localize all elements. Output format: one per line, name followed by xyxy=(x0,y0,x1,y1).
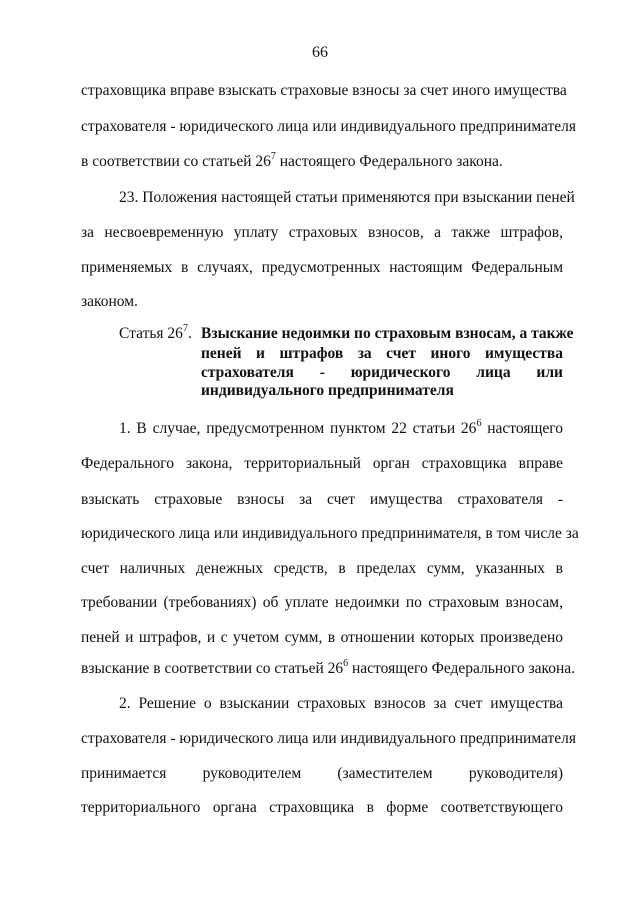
text-fragment: . xyxy=(187,325,192,342)
text-line xyxy=(81,151,563,173)
text-line: страхователя - юридического лица или индивидуального предпринимателя xyxy=(81,118,577,135)
text-line: законом. xyxy=(81,293,138,310)
text-fragment: 1. В случае, предусмотренном пунктом 22 статьи 26 xyxy=(119,420,477,437)
superscript: 6 xyxy=(343,657,349,669)
article-title-line: пеней и штрафов за счет иного имущества xyxy=(201,345,563,362)
text-fragment: настоящего Федерального закона. xyxy=(275,153,503,170)
text-line: применяемых в случаях, предусмотренных настоящим Федеральным xyxy=(81,259,563,276)
page-number: 66 xyxy=(312,44,328,61)
text-line: 2. Решение о взыскании страховых взносов за счет имущества xyxy=(119,695,563,712)
article-title-line: Взыскание недоимки по страховым взносам, а также xyxy=(201,325,574,342)
article-label xyxy=(119,323,192,345)
text-line: требовании (требованиях) об уплате недоимки по страховым взносам, xyxy=(81,594,563,611)
superscript: 7 xyxy=(182,322,188,334)
text-line: страхователя - юридического лица или индивидуального предпринимателя xyxy=(81,730,577,747)
text-line: принимается руководителем (заместителем руководителя) xyxy=(81,765,563,782)
text-line: за несвоевременную уплату страховых взносов, а также штрафов, xyxy=(81,224,563,241)
text-line: территориального органа страховщика в форме соответствующего xyxy=(81,799,563,816)
text-line xyxy=(119,418,563,440)
text-fragment: в соответствии со статьей 26 xyxy=(81,153,271,170)
text-fragment: Статья 26 xyxy=(119,325,183,342)
article-title-line: индивидуального предпринимателя xyxy=(201,382,454,399)
superscript: 6 xyxy=(476,417,482,429)
text-fragment: настоящего xyxy=(481,420,563,437)
superscript: 7 xyxy=(270,150,276,162)
text-line: счет наличных денежных средств, в пределах сумм, указанных в xyxy=(81,560,563,577)
text-line: страховщика вправе взыскать страховые взносы за счет иного имущества xyxy=(81,82,567,99)
text-line: Федерального закона, территориальный орган страховщика вправе xyxy=(81,455,563,472)
text-fragment: взыскание в соответствии со статьей 26 xyxy=(81,660,344,677)
text-line xyxy=(81,657,576,680)
text-line: юридического лица или индивидуального предпринимателя, в том числе за xyxy=(81,525,579,542)
text-line: 23. Положения настоящей статьи применяются при взыскании пеней xyxy=(119,189,575,206)
article-title-line: страхователя - юридического лица или xyxy=(201,364,563,381)
text-line: взыскать страховые взносы за счет имущества страхователя - xyxy=(81,491,563,508)
text-fragment: настоящего Федерального закона. xyxy=(348,660,576,677)
text-line: пеней и штрафов, и с учетом сумм, в отношении которых произведено xyxy=(81,629,563,646)
